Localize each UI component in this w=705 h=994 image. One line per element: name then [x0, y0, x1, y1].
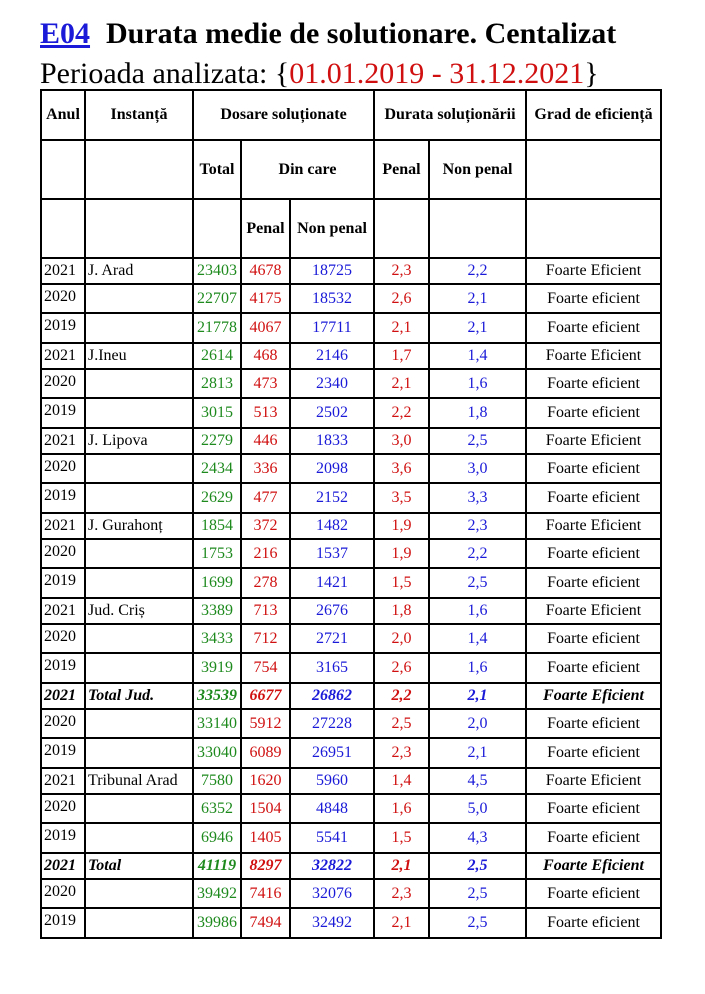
cell-total: 6352: [193, 794, 241, 823]
table-row: [41, 768, 661, 794]
table-row: [41, 369, 661, 398]
table-row: [41, 624, 661, 653]
header-sub-non-penal: Non penal: [290, 199, 374, 258]
cell-total: 22707: [193, 284, 241, 313]
table-row: [41, 483, 661, 513]
table-row: [41, 598, 661, 624]
cell-non-penal: 18532: [290, 284, 374, 313]
cell-non-penal: 32492: [290, 908, 374, 938]
cell-instanta: Total Jud.: [85, 683, 193, 709]
cell-penal: 754: [241, 653, 290, 683]
header-empty: [526, 199, 661, 258]
cell-non-penal: 1482: [290, 513, 374, 539]
header-row-3: [41, 199, 661, 258]
cell-total: 2279: [193, 428, 241, 454]
cell-durata-non-penal: 4,3: [429, 823, 526, 853]
cell-durata-penal: 2,6: [374, 653, 429, 683]
cell-non-penal: 26951: [290, 738, 374, 768]
cell-durata-penal: 1,8: [374, 598, 429, 624]
cell-year: 2020: [41, 539, 85, 568]
header-durata-penal: Penal: [374, 140, 429, 199]
header-instanta: Instanță: [85, 90, 193, 140]
cell-non-penal: 26862: [290, 683, 374, 709]
cell-durata-non-penal: 4,5: [429, 768, 526, 794]
cell-durata-non-penal: 2,2: [429, 539, 526, 568]
cell-total: 2614: [193, 343, 241, 369]
cell-instanta: [85, 823, 193, 853]
header-empty: [193, 199, 241, 258]
cell-penal: 336: [241, 454, 290, 483]
cell-penal: 4678: [241, 258, 290, 284]
cell-non-penal: 17711: [290, 313, 374, 343]
cell-grad: Foarte eficient: [526, 794, 661, 823]
cell-grad: Foarte Eficient: [526, 258, 661, 284]
cell-instanta: [85, 483, 193, 513]
cell-instanta: [85, 454, 193, 483]
cell-durata-non-penal: 2,5: [429, 568, 526, 598]
header-empty: [429, 199, 526, 258]
cell-durata-non-penal: 2,3: [429, 513, 526, 539]
cell-instanta: J. Gurahonț: [85, 513, 193, 539]
cell-non-penal: 2721: [290, 624, 374, 653]
header-durata: Durata soluționării: [374, 90, 526, 140]
period-line: [40, 56, 599, 92]
header-empty: [41, 140, 85, 199]
table-row: [41, 823, 661, 853]
cell-year: 2019: [41, 738, 85, 768]
cell-durata-penal: 2,5: [374, 709, 429, 738]
header-grad: Grad de eficiență: [526, 90, 661, 140]
table-row: [41, 284, 661, 313]
header-din-care: Din care: [241, 140, 374, 199]
cell-year: 2019: [41, 823, 85, 853]
cell-total: 1753: [193, 539, 241, 568]
cell-grad: Foarte eficient: [526, 454, 661, 483]
cell-durata-non-penal: 2,1: [429, 284, 526, 313]
cell-year: 2021: [41, 853, 85, 879]
cell-grad: Foarte Eficient: [526, 428, 661, 454]
header-total: Total: [193, 140, 241, 199]
cell-non-penal: 3165: [290, 653, 374, 683]
cell-penal: 712: [241, 624, 290, 653]
cell-durata-non-penal: 1,4: [429, 343, 526, 369]
cell-durata-non-penal: 2,0: [429, 709, 526, 738]
cell-grad: Foarte eficient: [526, 908, 661, 938]
cell-year: 2019: [41, 568, 85, 598]
cell-year: 2019: [41, 398, 85, 428]
cell-total: 41119: [193, 853, 241, 879]
cell-durata-penal: 1,7: [374, 343, 429, 369]
cell-durata-penal: 1,5: [374, 568, 429, 598]
cell-grad: Foarte eficient: [526, 738, 661, 768]
cell-grad: Foarte eficient: [526, 398, 661, 428]
cell-non-penal: 1833: [290, 428, 374, 454]
cell-penal: 477: [241, 483, 290, 513]
cell-total: 21778: [193, 313, 241, 343]
cell-total: 39492: [193, 879, 241, 908]
cell-penal: 8297: [241, 853, 290, 879]
cell-durata-non-penal: 2,5: [429, 879, 526, 908]
cell-non-penal: 5541: [290, 823, 374, 853]
cell-durata-penal: 1,4: [374, 768, 429, 794]
cell-durata-penal: 2,3: [374, 879, 429, 908]
cell-penal: 473: [241, 369, 290, 398]
cell-instanta: Total: [85, 853, 193, 879]
cell-grad: Foarte Eficient: [526, 683, 661, 709]
cell-grad: Foarte eficient: [526, 313, 661, 343]
header-empty: [374, 199, 429, 258]
cell-year: 2021: [41, 343, 85, 369]
cell-durata-non-penal: 1,4: [429, 624, 526, 653]
cell-instanta: [85, 794, 193, 823]
cell-durata-penal: 2,1: [374, 853, 429, 879]
cell-durata-non-penal: 1,8: [429, 398, 526, 428]
cell-durata-non-penal: 1,6: [429, 369, 526, 398]
cell-instanta: [85, 738, 193, 768]
table-row: [41, 794, 661, 823]
cell-non-penal: 18725: [290, 258, 374, 284]
cell-durata-non-penal: 1,6: [429, 598, 526, 624]
cell-durata-non-penal: 3,3: [429, 483, 526, 513]
table-row: [41, 343, 661, 369]
cell-instanta: [85, 539, 193, 568]
cell-total: 33539: [193, 683, 241, 709]
cell-penal: 278: [241, 568, 290, 598]
cell-year: 2019: [41, 653, 85, 683]
table-row: [41, 568, 661, 598]
cell-instanta: [85, 369, 193, 398]
cell-instanta: [85, 568, 193, 598]
cell-penal: 5912: [241, 709, 290, 738]
cell-grad: Foarte eficient: [526, 369, 661, 398]
cell-total: 6946: [193, 823, 241, 853]
cell-grad: Foarte Eficient: [526, 598, 661, 624]
table-row: [41, 428, 661, 454]
table-row: [41, 313, 661, 343]
cell-durata-non-penal: 2,5: [429, 428, 526, 454]
cell-year: 2020: [41, 879, 85, 908]
cell-non-penal: 1421: [290, 568, 374, 598]
cell-instanta: [85, 284, 193, 313]
cell-durata-penal: 2,6: [374, 284, 429, 313]
cell-non-penal: 1537: [290, 539, 374, 568]
cell-instanta: J.Ineu: [85, 343, 193, 369]
cell-penal: 6677: [241, 683, 290, 709]
cell-year: 2021: [41, 258, 85, 284]
cell-grad: Foarte Eficient: [526, 513, 661, 539]
table-row: [41, 879, 661, 908]
cell-penal: 7494: [241, 908, 290, 938]
cell-total: 2434: [193, 454, 241, 483]
cell-year: 2021: [41, 768, 85, 794]
cell-grad: Foarte eficient: [526, 879, 661, 908]
cell-year: 2019: [41, 313, 85, 343]
cell-year: 2020: [41, 709, 85, 738]
cell-penal: 372: [241, 513, 290, 539]
report-title-text: Durata medie de solutionare. Centalizat: [106, 17, 617, 50]
cell-non-penal: 32076: [290, 879, 374, 908]
cell-instanta: J. Lipova: [85, 428, 193, 454]
cell-durata-penal: 3,5: [374, 483, 429, 513]
table-row: [41, 709, 661, 738]
cell-grad: Foarte eficient: [526, 539, 661, 568]
cell-durata-non-penal: 2,1: [429, 683, 526, 709]
cell-instanta: [85, 313, 193, 343]
cell-year: 2020: [41, 284, 85, 313]
cell-non-penal: 32822: [290, 853, 374, 879]
header-durata-non-penal: Non penal: [429, 140, 526, 199]
cell-grad: Foarte eficient: [526, 653, 661, 683]
cell-durata-non-penal: 2,2: [429, 258, 526, 284]
cell-grad: Foarte eficient: [526, 823, 661, 853]
cell-total: 33140: [193, 709, 241, 738]
cell-durata-penal: 2,2: [374, 683, 429, 709]
table-row: [41, 653, 661, 683]
period-value: 01.01.2019 - 31.12.2021: [289, 57, 585, 90]
cell-grad: Foarte eficient: [526, 568, 661, 598]
cell-non-penal: 2152: [290, 483, 374, 513]
cell-penal: 513: [241, 398, 290, 428]
header-row-1: [41, 90, 661, 140]
cell-instanta: [85, 624, 193, 653]
cell-durata-penal: 2,0: [374, 624, 429, 653]
cell-year: 2020: [41, 794, 85, 823]
cell-year: 2021: [41, 683, 85, 709]
cell-penal: 1504: [241, 794, 290, 823]
cell-penal: 216: [241, 539, 290, 568]
cell-non-penal: 2098: [290, 454, 374, 483]
header-empty: [85, 199, 193, 258]
cell-grad: Foarte eficient: [526, 624, 661, 653]
cell-non-penal: 2502: [290, 398, 374, 428]
cell-penal: 4175: [241, 284, 290, 313]
cell-penal: 1620: [241, 768, 290, 794]
cell-durata-non-penal: 2,1: [429, 738, 526, 768]
table-row: [41, 539, 661, 568]
cell-total: 1699: [193, 568, 241, 598]
cell-total: 3433: [193, 624, 241, 653]
cell-year: 2019: [41, 908, 85, 938]
cell-grad: Foarte eficient: [526, 709, 661, 738]
cell-year: 2020: [41, 369, 85, 398]
cell-total: 1854: [193, 513, 241, 539]
cell-durata-penal: 2,3: [374, 258, 429, 284]
cell-penal: 1405: [241, 823, 290, 853]
cell-total: 3389: [193, 598, 241, 624]
cell-durata-penal: 2,1: [374, 369, 429, 398]
cell-grad: Foarte Eficient: [526, 853, 661, 879]
cell-non-penal: 27228: [290, 709, 374, 738]
period-label: Perioada analizata:: [40, 57, 268, 90]
cell-durata-penal: 1,9: [374, 539, 429, 568]
cell-durata-non-penal: 2,5: [429, 908, 526, 938]
table-row: [41, 398, 661, 428]
cell-instanta: [85, 709, 193, 738]
table-row: [41, 738, 661, 768]
cell-instanta: [85, 398, 193, 428]
table-row: [41, 853, 661, 879]
cell-durata-penal: 2,1: [374, 908, 429, 938]
cell-penal: 446: [241, 428, 290, 454]
cell-year: 2021: [41, 513, 85, 539]
table-row: [41, 258, 661, 284]
table-row: [41, 908, 661, 938]
cell-durata-non-penal: 3,0: [429, 454, 526, 483]
cell-total: 23403: [193, 258, 241, 284]
period-close-brace: }: [584, 57, 599, 90]
cell-grad: Foarte Eficient: [526, 343, 661, 369]
report-code-link[interactable]: E04: [40, 17, 91, 50]
cell-durata-penal: 2,3: [374, 738, 429, 768]
cell-grad: Foarte eficient: [526, 483, 661, 513]
cell-penal: 7416: [241, 879, 290, 908]
cell-non-penal: 5960: [290, 768, 374, 794]
cell-total: 3919: [193, 653, 241, 683]
cell-year: 2021: [41, 598, 85, 624]
cell-total: 7580: [193, 768, 241, 794]
cell-durata-penal: 3,0: [374, 428, 429, 454]
cell-total: 33040: [193, 738, 241, 768]
cell-non-penal: 2340: [290, 369, 374, 398]
cell-durata-non-penal: 1,6: [429, 653, 526, 683]
cell-grad: Foarte eficient: [526, 284, 661, 313]
table-row: [41, 454, 661, 483]
header-anul: Anul: [41, 90, 85, 140]
cell-year: 2019: [41, 483, 85, 513]
cell-non-penal: 4848: [290, 794, 374, 823]
cell-durata-non-penal: 2,5: [429, 853, 526, 879]
cell-penal: 468: [241, 343, 290, 369]
cell-total: 39986: [193, 908, 241, 938]
report-title: [40, 14, 616, 54]
cell-non-penal: 2146: [290, 343, 374, 369]
cell-non-penal: 2676: [290, 598, 374, 624]
cell-penal: 6089: [241, 738, 290, 768]
period-open-brace: {: [274, 57, 290, 90]
cell-year: 2020: [41, 454, 85, 483]
table-row: [41, 683, 661, 709]
cell-instanta: [85, 879, 193, 908]
cell-grad: Foarte Eficient: [526, 768, 661, 794]
cell-year: 2021: [41, 428, 85, 454]
cell-durata-non-penal: 5,0: [429, 794, 526, 823]
header-empty: [85, 140, 193, 199]
cell-year: 2020: [41, 624, 85, 653]
cell-total: 2813: [193, 369, 241, 398]
cell-total: 2629: [193, 483, 241, 513]
duration-table: [40, 89, 662, 939]
header-dosare: Dosare soluționate: [193, 90, 374, 140]
cell-durata-penal: 1,5: [374, 823, 429, 853]
cell-instanta: Jud. Criș: [85, 598, 193, 624]
cell-penal: 4067: [241, 313, 290, 343]
header-empty: [526, 140, 661, 199]
cell-durata-penal: 1,9: [374, 513, 429, 539]
cell-instanta: [85, 908, 193, 938]
cell-durata-non-penal: 2,1: [429, 313, 526, 343]
cell-total: 3015: [193, 398, 241, 428]
cell-durata-penal: 2,1: [374, 313, 429, 343]
table-row: [41, 513, 661, 539]
cell-instanta: J. Arad: [85, 258, 193, 284]
header-empty: [41, 199, 85, 258]
cell-penal: 713: [241, 598, 290, 624]
header-row-2: [41, 140, 661, 199]
cell-instanta: Tribunal Arad: [85, 768, 193, 794]
cell-durata-penal: 3,6: [374, 454, 429, 483]
header-sub-penal: Penal: [241, 199, 290, 258]
cell-durata-penal: 1,6: [374, 794, 429, 823]
cell-durata-penal: 2,2: [374, 398, 429, 428]
cell-instanta: [85, 653, 193, 683]
